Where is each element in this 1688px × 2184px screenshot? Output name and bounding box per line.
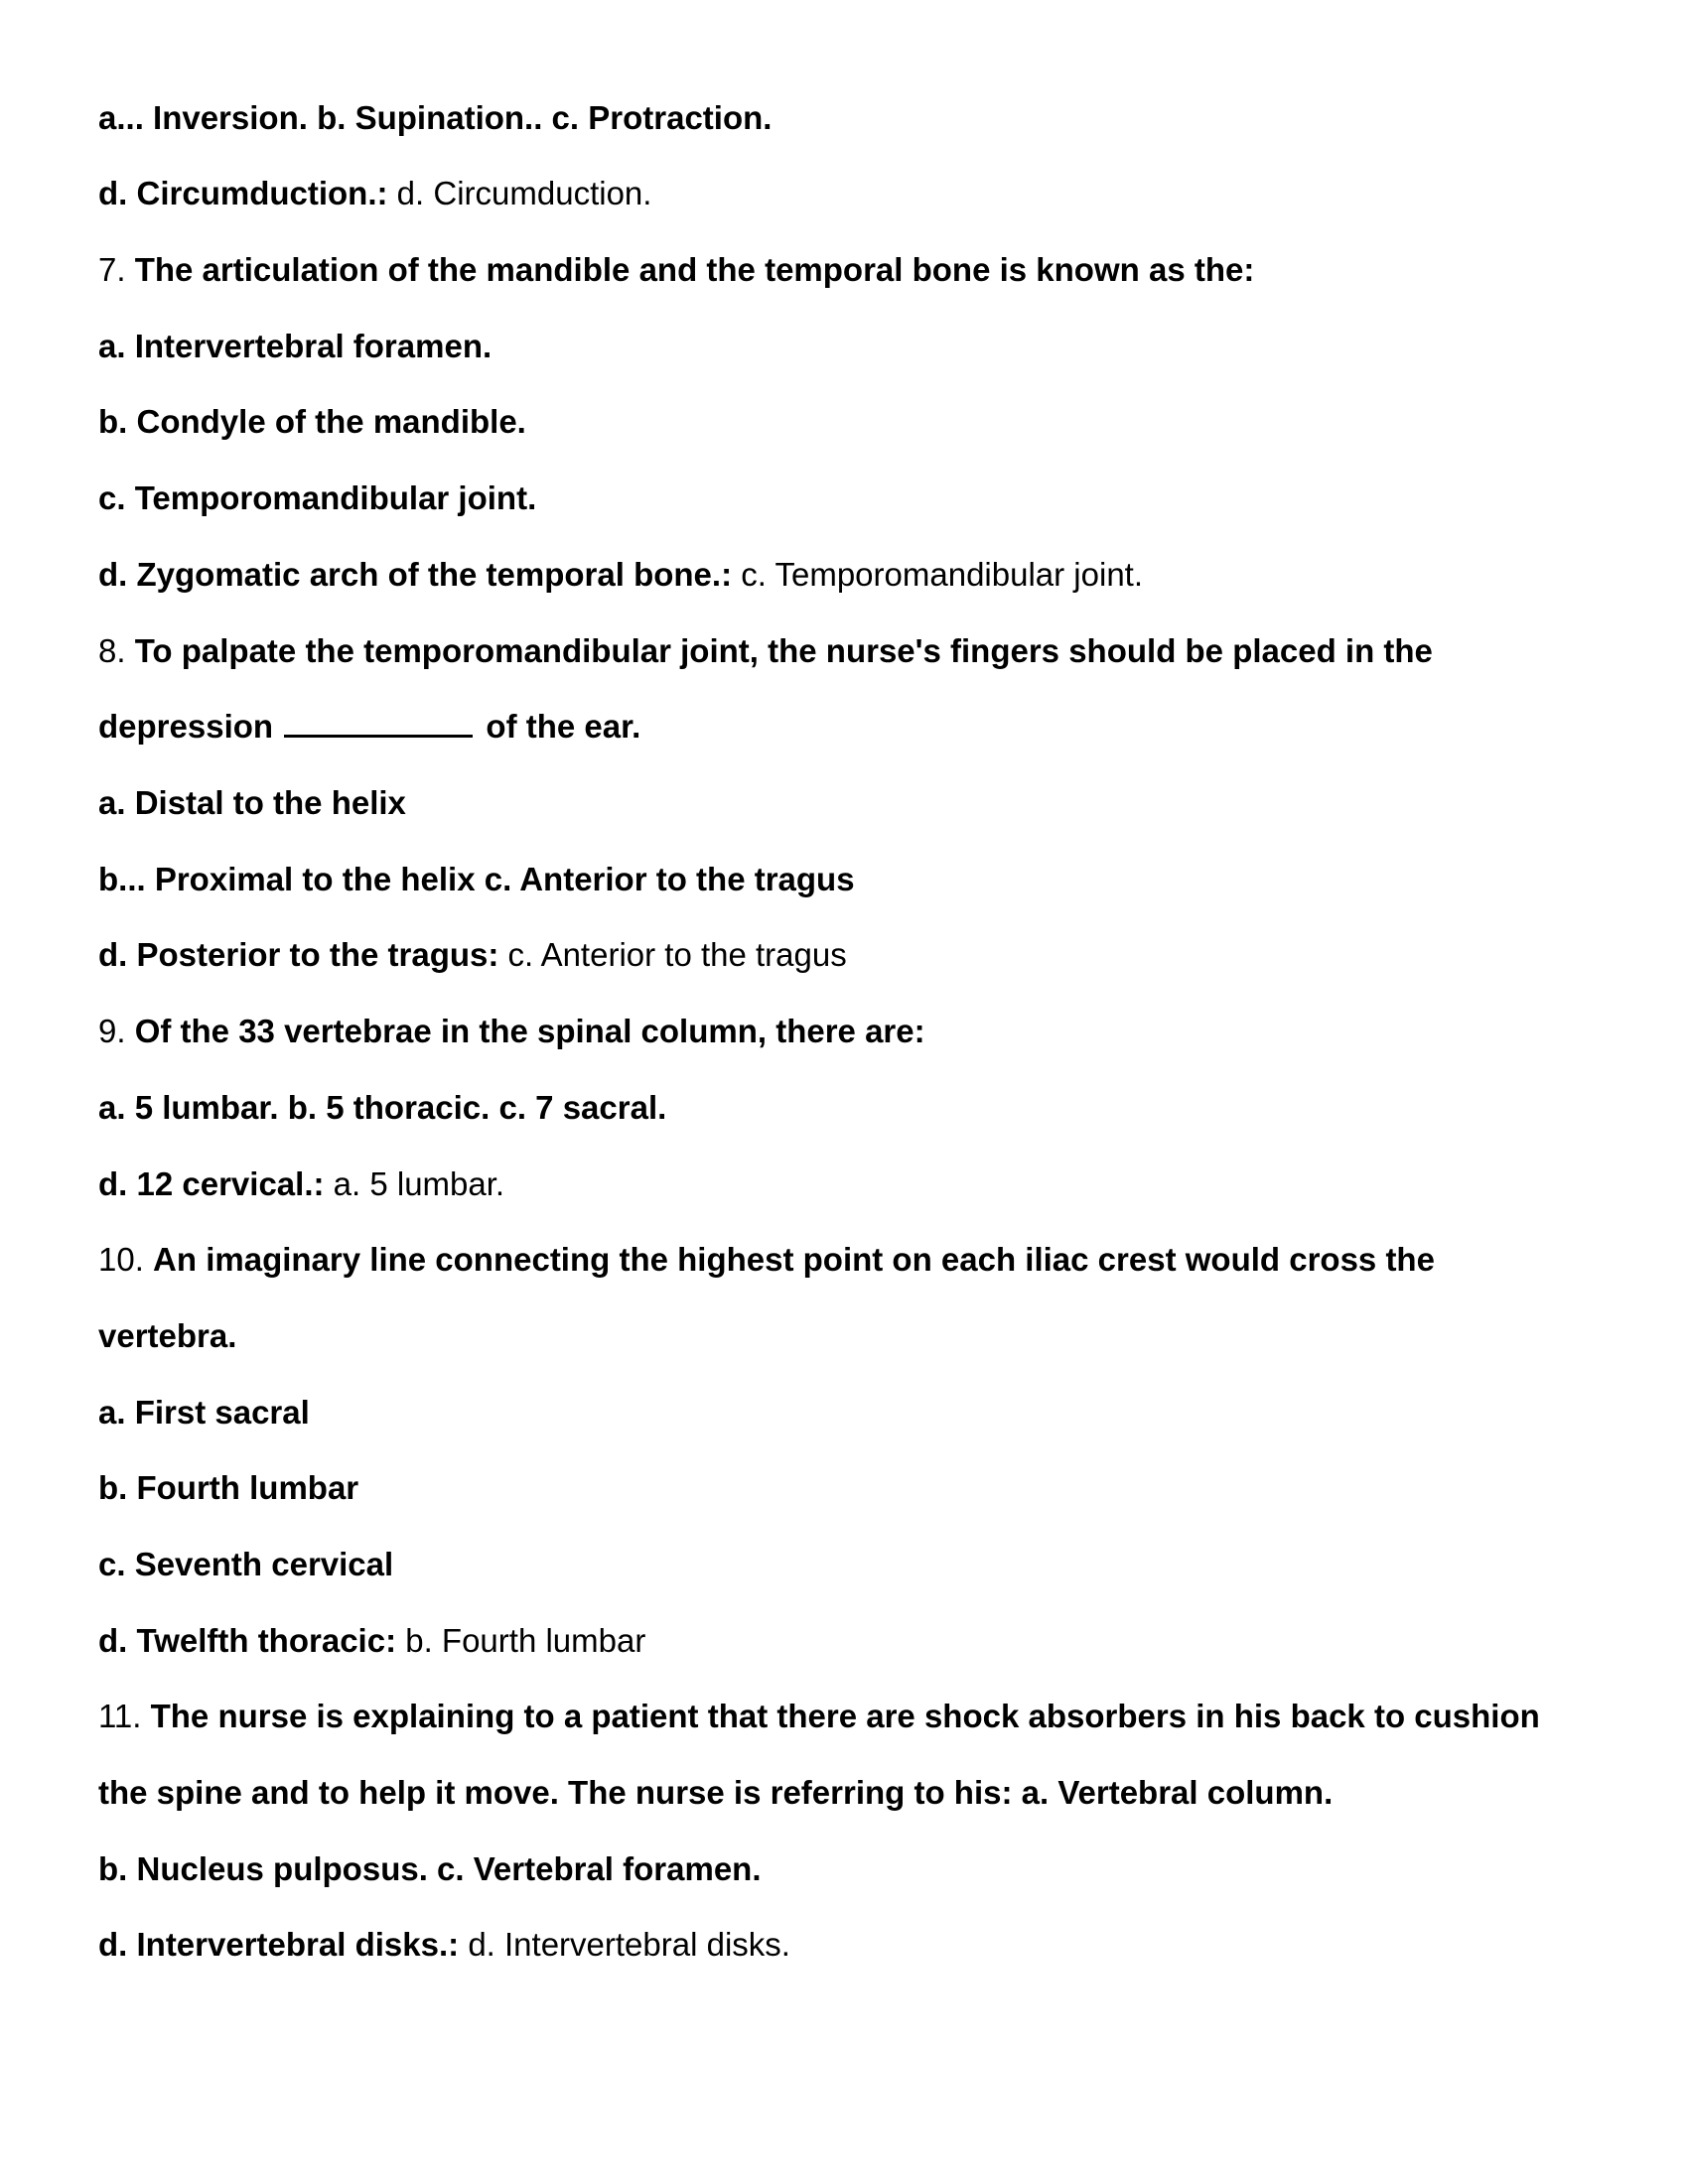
q11-question-line (98, 1697, 1540, 1736)
option-text: b... Proximal to the helix c. Anterior to the tragus (98, 861, 855, 897)
q9-answer-line (98, 1164, 504, 1204)
fill-in-blank (284, 711, 473, 738)
q8-option-a (98, 783, 406, 823)
q7-question: The articulation of the mandible and the temporal bone is known as the: (134, 251, 1255, 288)
q8-number: 8. (98, 632, 126, 669)
option-text: a. 5 lumbar. b. 5 thoracic. c. 7 sacral. (98, 1089, 667, 1126)
q8-question-line (98, 631, 1433, 671)
q11-question-continued: the spine and to help it move. The nurse is referring to his: a. Vertebral column. (98, 1774, 1334, 1811)
q8-question-continued: depression (98, 708, 274, 745)
q6-option-d: d. Circumduction.: (98, 175, 388, 211)
q8-question: To palpate the temporomandibular joint, the nurse's fingers should be placed in the (134, 632, 1433, 669)
q7-option-a (98, 327, 492, 366)
q10-question: An imaginary line connecting the highest point on each iliac crest would cross the (153, 1241, 1435, 1278)
option-text: b. Nucleus pulposus. c. Vertebral foramen. (98, 1850, 762, 1887)
q10-question-line-2 (98, 1316, 236, 1356)
q11-answer: d. Intervertebral disks. (468, 1926, 790, 1963)
q11-answer-line (98, 1925, 790, 1965)
option-text: c. Temporomandibular joint. (98, 479, 537, 516)
q8-option-d: d. Posterior to the tragus: (98, 936, 499, 973)
q9-question: Of the 33 vertebrae in the spinal column, there are: (134, 1013, 925, 1049)
q9-options-line (98, 1088, 666, 1128)
q8-question-line-2 (98, 707, 640, 747)
q11-option-d: d. Intervertebral disks.: (98, 1926, 460, 1963)
option-text: a. Intervertebral foramen. (98, 328, 492, 364)
q10-option-d: d. Twelfth thoracic: (98, 1622, 397, 1659)
q9-number: 9. (98, 1013, 126, 1049)
option-text: b. Fourth lumbar (98, 1469, 359, 1506)
q11-question: The nurse is explaining to a patient that there are shock absorbers in his back to cushion (150, 1698, 1540, 1734)
option-text: a. Distal to the helix (98, 784, 406, 821)
q6-answer: d. Circumduction. (396, 175, 652, 211)
q6-options-text: a... Inversion. b. Supination.. c. Protraction. (98, 99, 773, 136)
q9-option-d: d. 12 cervical.: (98, 1165, 325, 1202)
q8-answer: c. Anterior to the tragus (507, 936, 847, 973)
q10-answer: b. Fourth lumbar (405, 1622, 646, 1659)
q8-answer-line (98, 935, 847, 975)
q7-number: 7. (98, 251, 126, 288)
q11-question-line-2 (98, 1773, 1333, 1813)
q7-option-c (98, 478, 536, 518)
q10-option-c (98, 1545, 393, 1584)
q8-options-b-c (98, 860, 855, 899)
q11-options-line (98, 1849, 762, 1889)
q10-option-b (98, 1468, 358, 1508)
q7-answer: c. Temporomandibular joint. (741, 556, 1144, 593)
q10-question-continued: vertebra. (98, 1317, 237, 1354)
q6-options-line (98, 98, 772, 138)
q10-answer-line (98, 1621, 645, 1661)
q10-question-line (98, 1240, 1435, 1280)
q7-option-d: d. Zygomatic arch of the temporal bone.: (98, 556, 733, 593)
q11-number: 11. (98, 1698, 142, 1734)
q10-option-a (98, 1393, 310, 1433)
q7-answer-line (98, 555, 1143, 595)
q9-answer: a. 5 lumbar. (333, 1165, 505, 1202)
q10-number: 10. (98, 1241, 144, 1278)
option-text: a. First sacral (98, 1394, 310, 1431)
q9-question-line (98, 1012, 925, 1051)
option-text: b. Condyle of the mandible. (98, 403, 526, 440)
q6-answer-line (98, 174, 651, 213)
q8-question-end: of the ear. (486, 708, 641, 745)
q7-question-line (98, 250, 1254, 290)
q7-option-b (98, 402, 526, 442)
option-text: c. Seventh cervical (98, 1546, 394, 1582)
